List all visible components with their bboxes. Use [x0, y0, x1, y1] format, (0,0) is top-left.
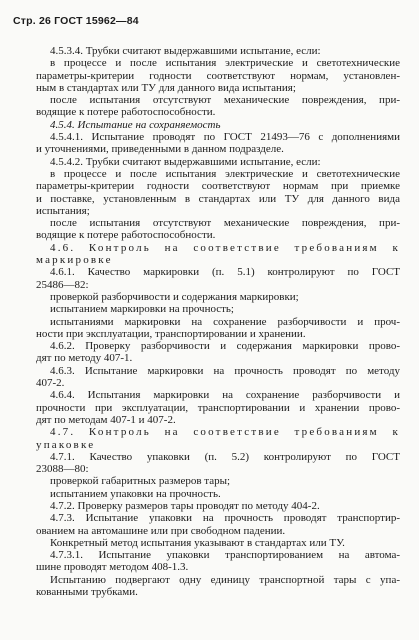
text-line: испытания;: [36, 204, 90, 217]
text-line: 4.7.1. Качество упаковки (п. 5.2) контролируют по ГОСТ: [50, 450, 400, 463]
text-line: Испытанию подвергают одну единицу транспортной тары с упа-: [50, 573, 400, 586]
text-line: 4.7. Контроль на соответствие требованиям к: [50, 426, 400, 439]
text-line: 407-2.: [36, 377, 65, 390]
text-line: и поставке, установленным в стандартах или ТУ для данного вида: [36, 192, 400, 205]
text-line: водящие к потере работоспособности.: [36, 229, 216, 242]
text-line: параметры-критерии годности соответствуют нормам при приемке: [36, 180, 400, 193]
text-line: водящие к потере работоспособности.: [36, 106, 216, 119]
text-line: 4.6.3. Испытание маркировки на прочность проводят по методу: [50, 364, 400, 377]
text-line: после испытания отсутствуют механические повреждения, при-: [50, 94, 400, 107]
text-line: ным в стандартах или ТУ для данного вида испытания;: [36, 81, 296, 94]
text-line: ности при эксплуатации, транспортировании и хранении.: [36, 327, 306, 340]
text-line: кованными трубками.: [36, 586, 138, 599]
text-line: проверкой разборчивости и содержания маркировки;: [50, 290, 299, 303]
text-line: проверкой габаритных размеров тары;: [50, 475, 231, 488]
text-line: 4.5.4.2. Трубки считают выдержавшими испытание, если:: [50, 155, 321, 168]
text-line: испытанием маркировки на прочность;: [50, 303, 234, 316]
text-line: 25486—82:: [36, 278, 89, 291]
text-line: 4.6.2. Проверку разборчивости и содержания маркировки прово-: [50, 340, 400, 353]
text-line: 4.6.4. Испытания маркировки на сохранение разборчивости и: [50, 389, 400, 402]
text-line: испытанием упаковки на прочность.: [50, 487, 221, 500]
page-header: Стр. 26 ГОСТ 15962—84: [13, 15, 139, 27]
document-body: [36, 45, 400, 598]
text-line: 4.7.2. Проверку размеров тары проводят по методу 404-2.: [50, 499, 320, 512]
text-line: шине проводят методом 408-1.3.: [36, 561, 189, 574]
text-line: параметры-критерии годности соответствуют нормам, установлен-: [36, 69, 400, 82]
text-line: в процессе и после испытания электрические и светотехнические: [50, 57, 400, 70]
text-line: Конкретный метод испытания указывают в стандартах или ТУ.: [50, 536, 345, 549]
text-line: дят по методам 407-1 и 407-2.: [36, 413, 176, 426]
text-line: упаковке: [36, 438, 96, 451]
text-line: 4.6. Контроль на соответствие требованиям к: [50, 241, 400, 254]
text-line: и уточнениями, приведенными в данном подразделе.: [36, 143, 284, 156]
text-line: прочности при эксплуатации, транспортировании и хранении прово-: [36, 401, 400, 414]
text-line: 4.5.3.4. Трубки считают выдержавшими испытание, если:: [50, 45, 321, 57]
text-line: после испытания отсутствуют механические повреждения, при-: [50, 217, 400, 230]
text-line: 23088—80:: [36, 463, 89, 476]
text-line: 4.5.4.1. Испытание проводят по ГОСТ 21493—76 с дополнениями: [50, 131, 400, 144]
text-line: 4.5.4. Испытание на сохраняемость: [50, 118, 221, 131]
text-line: дят по методу 407-1.: [36, 352, 133, 365]
text-line: ованием на автомашине или при свободном падении.: [36, 524, 286, 537]
text-line: маркировке: [36, 254, 113, 267]
text-line: 4.7.3. Испытание упаковки на прочность проводят транспортир-: [50, 512, 400, 525]
text-line: в процессе и после испытания электрические и светотехнические: [50, 167, 400, 180]
text-line: испытаниями маркировки на сохранение разборчивости и проч-: [50, 315, 400, 328]
text-line: 4.6.1. Качество маркировки (п. 5.1) контролируют по ГОСТ: [50, 266, 400, 279]
text-line: 4.7.3.1. Испытание упаковки транспортированием на автома-: [50, 549, 400, 562]
